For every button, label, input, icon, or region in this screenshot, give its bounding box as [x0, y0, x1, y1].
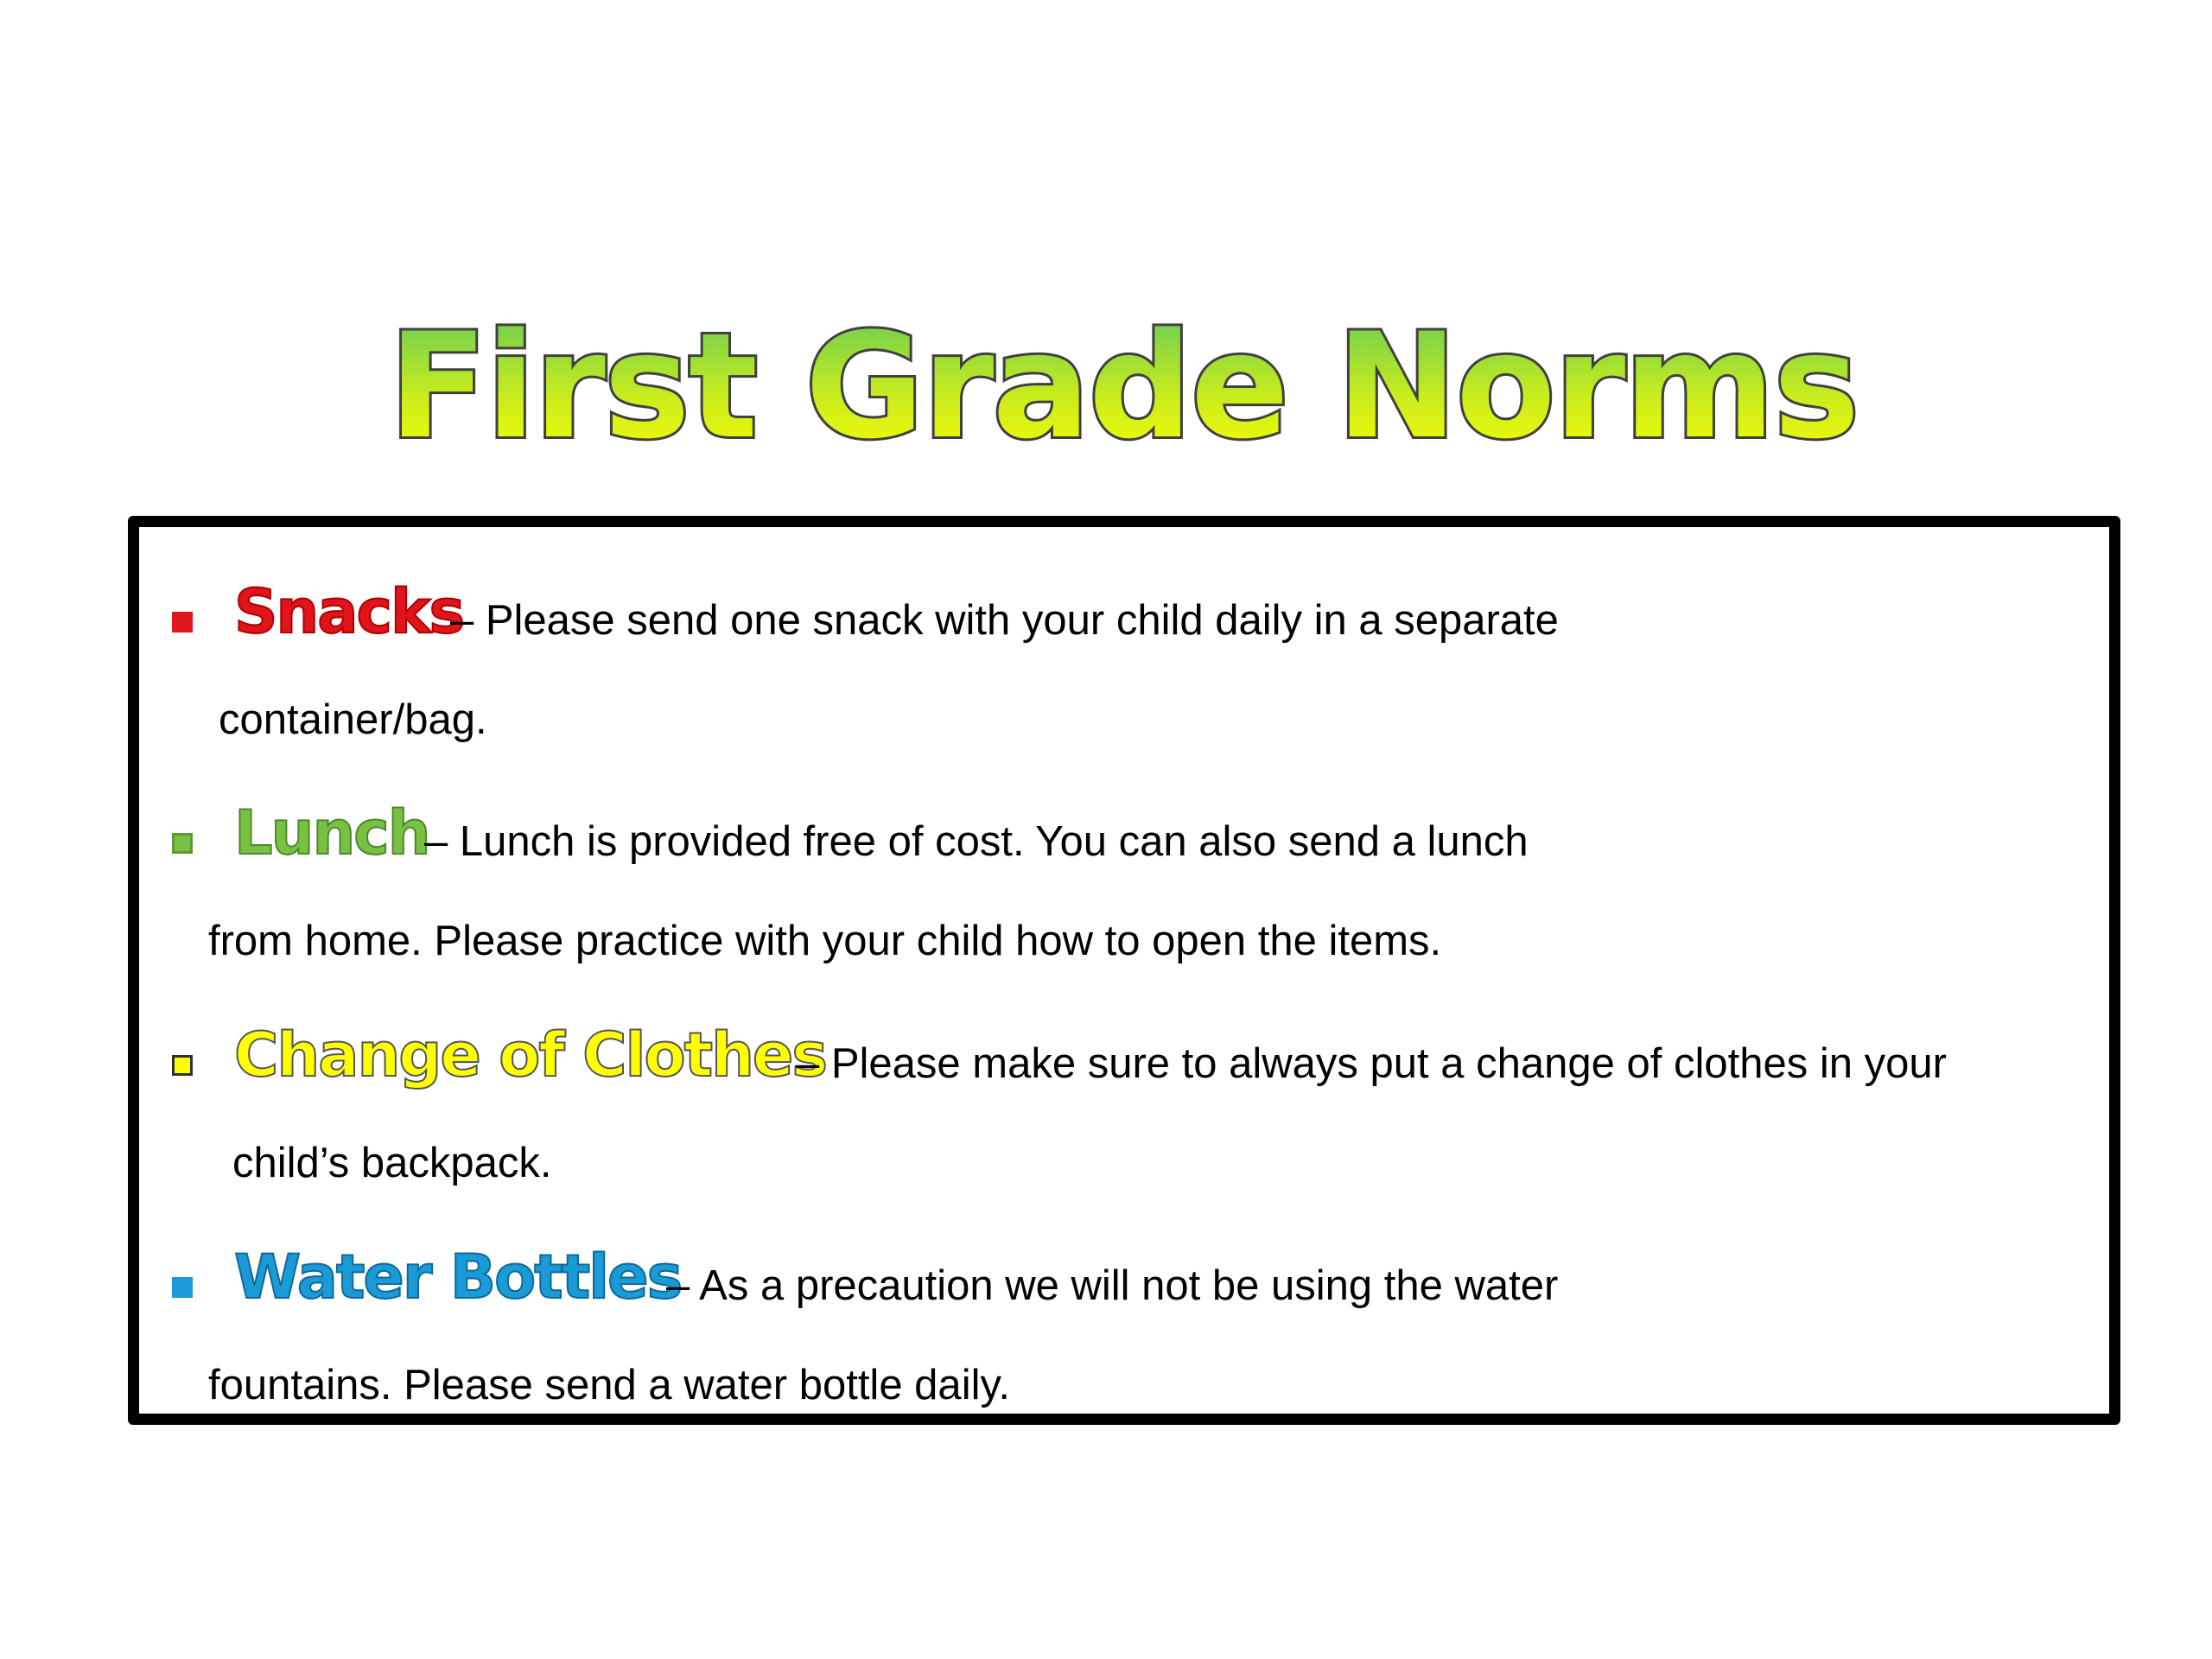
norm-text-clothes: – Please make sure to always put a change of clothes in your: [796, 1040, 1947, 1087]
square-bullet-icon: [172, 833, 193, 854]
title-graphic: [0, 285, 2212, 484]
norm-heading-lunch: Lunch: [234, 798, 429, 868]
square-bullet-icon: [172, 1055, 193, 1076]
title-area: [0, 285, 2212, 484]
page-title: First Grade Norms: [388, 302, 1859, 471]
norm-continuation-snacks: container/bag.: [219, 696, 487, 743]
square-bullet-icon: [172, 612, 193, 632]
norm-text-snacks: – Please send one snack with your child daily in a separate: [450, 597, 1559, 644]
norm-text-water: – As a precaution we will not be using the water: [666, 1262, 1559, 1309]
norm-heading-clothes: Change of Clothes: [234, 1020, 827, 1090]
square-bullet-icon: [172, 1277, 193, 1298]
norm-heading-water: Water Bottles: [234, 1242, 682, 1313]
norm-continuation-lunch: from home. Please practice with your child how to open the items.: [208, 918, 1442, 964]
norm-continuation-water: fountains. Please send a water bottle daily.: [208, 1362, 1010, 1408]
norm-text-lunch: – Lunch is provided free of cost. You can also send a lunch: [424, 818, 1529, 865]
norm-heading-snacks: Snacks: [234, 576, 464, 647]
norm-continuation-clothes: child’s backpack.: [232, 1140, 552, 1186]
norms-box: [128, 516, 2120, 1425]
